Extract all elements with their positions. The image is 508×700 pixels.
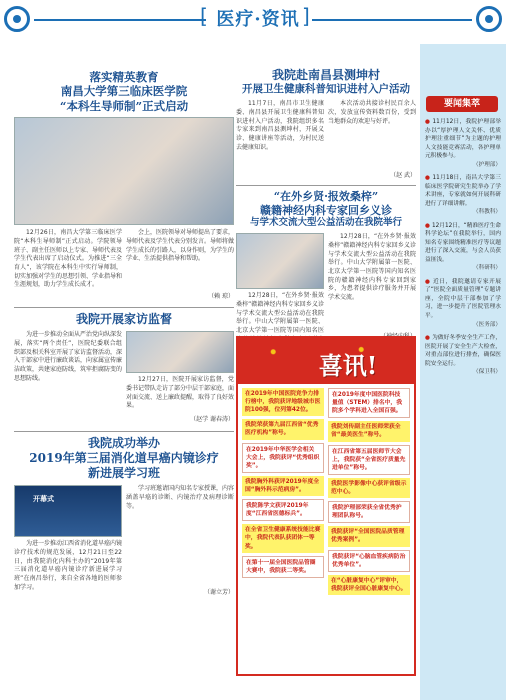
opening-banner-text: 开幕式 xyxy=(33,495,54,504)
story-5-photo xyxy=(236,233,324,289)
brief-author: （医务部） xyxy=(473,321,501,328)
brief-author: （科教科） xyxy=(473,209,501,216)
news-brief-sidebar xyxy=(420,44,506,700)
good-news-item: 我院荣获第九届江西省“优秀医疗机构”称号。 xyxy=(242,419,324,439)
good-news-item: 在2019年中华医学会相关大会上，我院获评“优秀组织奖”。 xyxy=(242,443,324,473)
story-4-title-line2: 开展卫生健康科普知识进村入户活动 xyxy=(242,83,410,95)
hospital-logo-icon xyxy=(4,6,30,32)
good-news-item: 我院获评“心脑血管疾病防治优秀单位”。 xyxy=(328,550,410,572)
bullet-icon: ● xyxy=(425,334,433,341)
good-news-item: 我院刘传副主任医师荣获全省“最美医生”称号。 xyxy=(328,421,410,441)
story-2-body: 为进一步推动全面从严治党向纵深发展，落实“两个责任”，医院纪委联合组织部及相关科室开展了家访监督活动，深入干部家中进行廉政谈话，向家属宣传廉洁政策，共建家庭防线，筑牢拒腐防变的思想防线。 xyxy=(14,331,123,382)
story-5-title-line1: “在外乡贤·报效桑梓” xyxy=(273,189,379,203)
good-news-item: 我院医学影像中心获评省级示范中心。 xyxy=(328,478,410,498)
story-1-body-b: 会上，医院领导对导师提出了要求，导师代表及学生代表分别发言。导师将做学生成长的引路人，以身作则，为学生的学业、生活提供指导和帮助。 xyxy=(126,229,235,263)
brief-item xyxy=(425,334,501,377)
good-news-item: 在江西省第五届医师节大会上，我院获“全省医疗质量先进单位”称号。 xyxy=(328,445,410,475)
brief-text: 11月18日，南昌大学第三临床医学院研究生院举办了学术讲座，专家就如何开展科研进行了详细讲解。 xyxy=(425,175,501,207)
brief-text: 近日，我院邀请专家开展了“医院全面质量管理”专题讲座，全院中层干部参加了学习，进一步提升了医院管理水平。 xyxy=(425,278,501,320)
story-2-title: 我院开展家访监督 xyxy=(75,312,172,327)
good-news-banner xyxy=(238,338,414,384)
story-5-body: 12月28日，“在外乡贤·报效桑梓”赣籍神经内科专家回乡义诊与学术交流大型公益活动在我院举行。中山大学附属第一医院、北京大学第一医院等国内知名医 xyxy=(236,292,324,334)
story-1 xyxy=(14,44,234,303)
brief-text: 11月12日，我院护理部举办以“厚护理人文关怀、优质护理注重细节”为主题的护理人文技能竞赛活动，各护理单元积极参与。 xyxy=(425,119,501,160)
story-3 xyxy=(14,436,234,598)
story-2 xyxy=(14,312,234,427)
story-5-body-2: 12月28日，“在外乡贤·报效桑梓”赣籍神经内科专家回乡义诊与学术交流大型公益活动在我院举行。中山大学附属第一医院、北京大学第一医院等国内知名医院的赣籍神经内科专家回到家乡，为患者提供诊疗服务并开展学术交流。 xyxy=(328,233,416,301)
story-5 xyxy=(236,190,416,342)
story-4 xyxy=(236,44,416,181)
divider xyxy=(14,307,234,308)
story-1-title-line2: 南昌大学第三临床医学院 xyxy=(60,84,188,99)
good-news-item: 我院护理部荣获全省优秀护理团队称号。 xyxy=(328,501,410,523)
story-4-author: （赵 武） xyxy=(390,172,416,180)
story-1-group-photo xyxy=(14,117,234,225)
story-4-body-2: 本次活动共接诊村民百余人次，发放宣传资料数百份，受到当地群众的欢迎与好评。 xyxy=(328,100,416,125)
bullet-icon: ● xyxy=(425,222,433,229)
good-news-item: 我院陈学文获评2019年度“江西省医德标兵”。 xyxy=(242,499,324,521)
divider xyxy=(14,431,234,432)
good-news-item: 在2019年中国医院竞争力排行榜中，我院获评地级城市医院100强，位列第42位。 xyxy=(242,388,324,416)
brief-item xyxy=(425,278,501,329)
story-2-photo xyxy=(126,331,234,373)
story-1-body-a: 12月26日，南昌大学第三临床医学院“本科生导师制”正式启动。学院领导班子、副主任医师以上专家、导师代表及学生代表出席了启动仪式。为推进“三全育人”，该学院在本科生中实行导师制，切实加强对学生的思想引领、学业指导和生涯规划，助力学生成长成才。 xyxy=(14,229,123,289)
good-news-item: 我院获评“全国医院品质管理优秀案例”。 xyxy=(328,526,410,546)
story-3-body-2: 学习班邀请国内知名专家授课，内容涵盖早癌的诊断、内镜治疗及病理诊断等。 xyxy=(126,485,235,510)
story-5-title-line2: 赣籍神经内科专家回乡义诊 xyxy=(260,203,392,217)
good-news-item: 在“心脏康复中心”评审中，我院获评全国心脏康复中心。 xyxy=(328,575,410,595)
story-5-title-line3: 与学术交流大型公益活动在我院举行 xyxy=(249,217,402,229)
header-rule-left xyxy=(34,19,206,21)
story-3-opening-photo xyxy=(14,485,122,537)
header-bracket-right: ] xyxy=(302,4,310,28)
story-1-author: （赖 琼） xyxy=(208,293,234,301)
sidebar-title: 要闻集萃 xyxy=(426,96,498,112)
brief-author: （护理部） xyxy=(473,161,501,168)
good-news-item: 在第十一届全国医院品管圈大赛中，我院获二等奖。 xyxy=(242,556,324,578)
story-4-body: 11月7日，南昌市卫生健康委、南昌县开展卫生健康科普知识进村入户活动，我院组织多名专家来到南昌县测坤村，开展义诊、健康讲座等活动，为村民送去健康知识。 xyxy=(236,100,324,151)
bullet-icon: ● xyxy=(425,119,433,125)
story-3-title-line3: 新进展学习班 xyxy=(87,466,160,481)
good-news-item: 我院胸外科获评2019年度全国“胸外科示范病房”。 xyxy=(242,476,324,496)
bullet-icon: ● xyxy=(425,278,434,285)
hospital-logo-right-icon xyxy=(476,6,502,32)
story-3-title-line2: 2019年第三届消化道早癌内镜诊疗 xyxy=(29,451,219,466)
bullet-icon: ● xyxy=(425,175,433,182)
good-news-item: 在全省卫生健康系统技能比赛中，我院代表队获团体一等奖。 xyxy=(242,524,324,552)
good-news-list-right xyxy=(328,388,410,598)
header-bracket-left: [ xyxy=(200,4,208,28)
brief-item xyxy=(425,118,501,169)
good-news-title: 喜讯! xyxy=(318,351,378,380)
good-news-list-left xyxy=(242,388,324,598)
brief-author: （科研科） xyxy=(473,265,501,272)
header-rule-right xyxy=(312,19,472,21)
brief-author: （保卫科） xyxy=(473,369,501,376)
story-3-body: 为进一步推动江西省消化道早癌内镜诊疗技术的规范发展，12月21日至22日，由我院消化内科主办的“2019年第三届消化道早癌内镜诊疗新进展学习班”在南昌举行，来自全省各地的医师参加学习。 xyxy=(14,540,123,591)
brief-item xyxy=(425,174,501,217)
page-header xyxy=(0,0,508,38)
story-2-author: （赵学 谢春涛） xyxy=(190,416,234,424)
brief-text: 为做好冬季安全生产工作，医院开展了安全生产大检查，对重点部位进行排查，确保医院安全运行。 xyxy=(425,334,502,367)
brief-item xyxy=(425,222,501,273)
story-3-author: （谢立芳） xyxy=(203,589,234,597)
left-column xyxy=(14,44,234,694)
good-news-item: 在2019年度中国医院科技量值（STEM）排名中，我院多个学科进入全国百强。 xyxy=(328,388,410,418)
story-1-title-line1: 落实精英教育 xyxy=(89,70,159,84)
story-4-title-line1: 我院赴南昌县测坤村 xyxy=(271,68,380,82)
good-news-box xyxy=(236,336,416,676)
story-3-title-line1: 我院成功举办 xyxy=(87,436,160,451)
story-1-title-line3: “本科生导师制”正式启动 xyxy=(59,98,189,113)
section-title: 医疗·资讯 xyxy=(216,9,300,30)
divider xyxy=(236,185,416,186)
story-2-body-2: 12月27日，医院开展家访监督，党委书记带队走访了部分中层干部家庭，面对面交流、送上廉政提醒，取得了良好效果。 xyxy=(126,376,235,410)
brief-text: 12月12日，“精准医疗生命科学论坛”在我院举行，国内知名专家围绕精准医疗等议题进行了深入交流，与会人员获益匪浅。 xyxy=(425,222,501,263)
